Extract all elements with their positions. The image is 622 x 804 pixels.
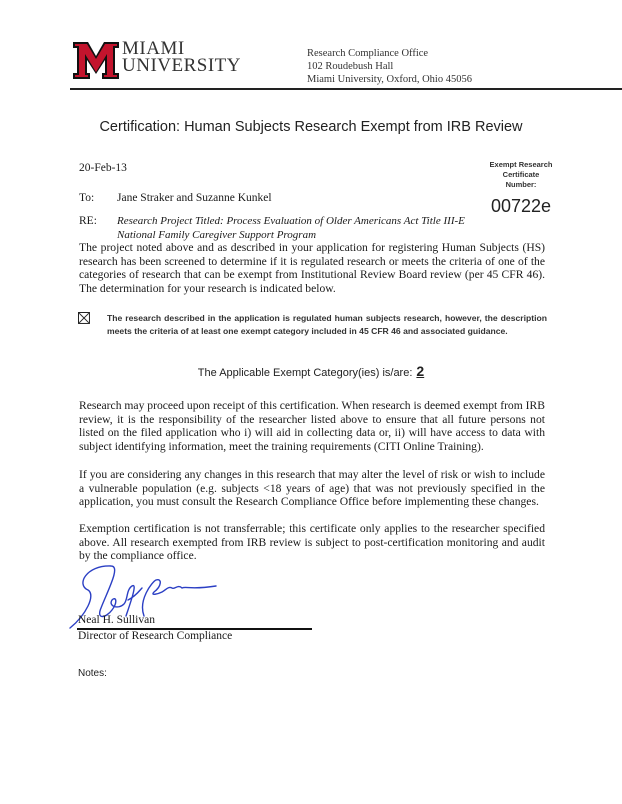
project-title: Research Project Titled: Process Evaluation of Older Americans Act Title III-E National Family Caregiver Support Program <box>117 215 465 241</box>
signatory-name: Neal H. Sullivan <box>78 614 155 626</box>
changes-paragraph: If you are considering any changes in this research that may alter the level of risk or wish to include a vulnerable population (e.g. subjects <18 years of age) that was not previously specified in the application, you must consult the Research Compliance Office before implementing these changes. <box>79 468 545 509</box>
wordmark-line1: MIAMI <box>122 38 185 59</box>
transfer-paragraph: Exemption certification is not transferrable; this certificate only applies to the researcher specified above. All research exempted from IRB review is subject to post-certification monitoring and audit by the compliance office. <box>79 522 545 563</box>
proceed-paragraph: Research may proceed upon receipt of this certification. When research is deemed exempt from IRB review, it is the responsibility of the researcher listed above to ensure that all future persons not listed on the filed application who i) will aid in collecting data or, ii) will have access to data with subject identifying information, meet the training requirements (CITI Online Training). <box>79 399 545 453</box>
certificate-number: 00722e <box>490 196 552 216</box>
address-line: 102 Roudebush Hall <box>307 61 394 72</box>
document-date: 20-Feb-13 <box>79 162 127 174</box>
recipients: Jane Straker and Suzanne Kunkel <box>117 192 272 204</box>
cert-label-line: Exempt Research <box>489 160 553 169</box>
cert-label-line: Certificate <box>502 170 540 179</box>
exempt-category-line <box>0 363 622 379</box>
header-divider <box>70 88 622 90</box>
certificate-number-label <box>473 160 569 190</box>
miami-m-logo-icon <box>73 42 119 79</box>
signatory-title: Director of Research Compliance <box>78 630 233 642</box>
exempt-category-value: 2 <box>416 363 425 379</box>
office-address <box>307 47 472 86</box>
intro-paragraph: The project noted above and as described in your application for registering Human Subjects (HS) research has been screened to determine if it is regulated research or meets the criteria of one of the categories of research that can be exempt from Institutional Review Board review (per 45 CFR 46). The determination for your research is indicated below. <box>79 241 545 295</box>
determination-text: The research described in the application is regulated human subjects research, however, the description meets the criteria of at least one exempt category included in 45 CFR 46 and associated guidance. <box>107 313 547 337</box>
notes-label: Notes: <box>78 668 107 679</box>
document-title: Certification: Human Subjects Research Exempt from IRB Review <box>99 119 523 135</box>
to-label: To: <box>79 192 95 204</box>
address-line: Miami University, Oxford, Ohio 45056 <box>307 74 472 85</box>
address-line: Research Compliance Office <box>307 48 429 59</box>
university-wordmark <box>122 40 241 74</box>
cert-label-line: Number: <box>505 180 537 189</box>
checked-checkbox-icon <box>78 312 90 324</box>
re-label: RE: <box>79 215 97 227</box>
wordmark-line2: UNIVERSITY <box>122 55 241 76</box>
exempt-category-label: The Applicable Exempt Category(ies) is/are: <box>197 367 413 379</box>
